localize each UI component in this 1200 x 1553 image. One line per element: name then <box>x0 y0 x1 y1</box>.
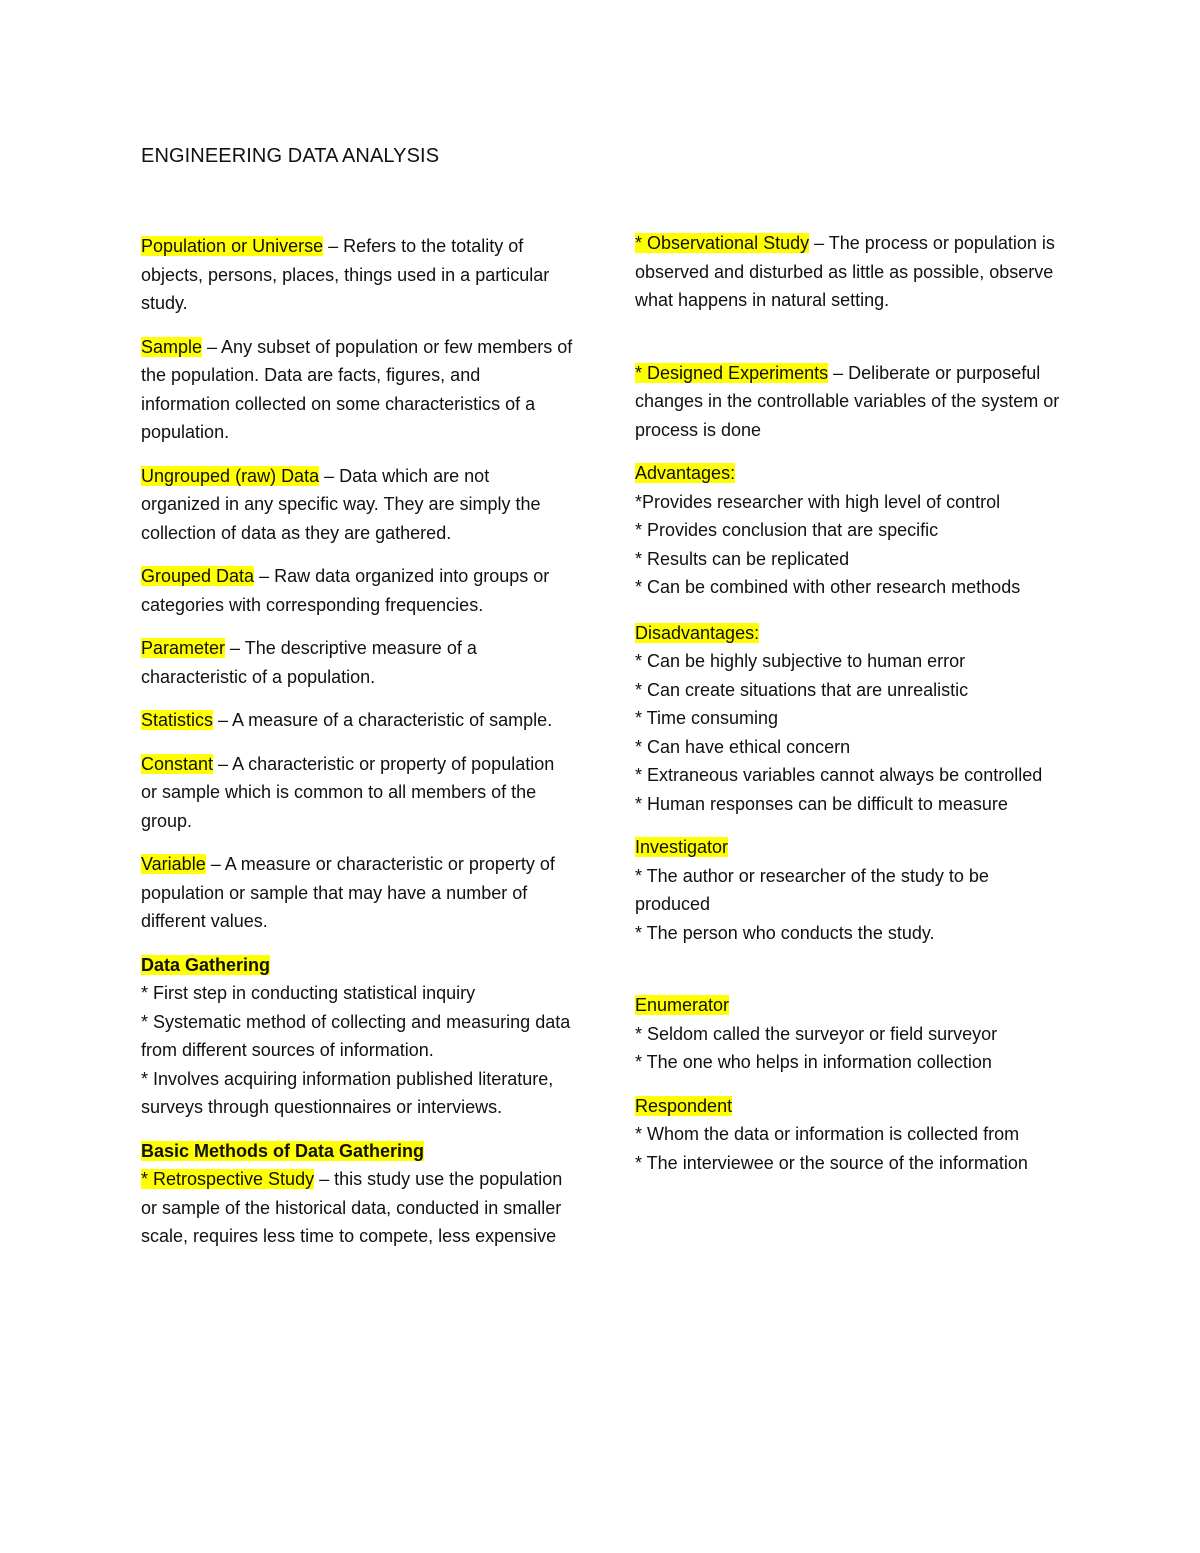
list-item: * Can create situations that are unrealistic <box>635 679 969 700</box>
definition-text: – The descriptive measure of a characteristic of a population. <box>141 638 477 687</box>
list-item: * The person who conducts the study. <box>635 922 935 943</box>
definition-text: – Raw data organized into groups or categories with corresponding frequencies. <box>141 566 550 615</box>
definition-variable <box>141 850 573 936</box>
definition-designed-experiments <box>635 359 1065 445</box>
definition-text: – Deliberate or purposeful changes in the controllable variables of the system or process is done <box>635 362 1060 440</box>
list-item: * Whom the data or information is collected from <box>635 1124 1020 1144</box>
section-data-gathering <box>141 951 573 1122</box>
term-retrospective-study: * Retrospective Study <box>141 1169 315 1189</box>
definition-text: – A measure of a characteristic of sample. <box>213 710 553 730</box>
section-enumerator <box>635 991 1065 1077</box>
list-item: * Human responses can be difficult to measure <box>635 793 1008 814</box>
list-item: * Systematic method of collecting and measuring data from different sources of information. <box>141 1011 571 1060</box>
list-item: * Involves acquiring information published literature, surveys through questionnaires or interviews. <box>141 1068 554 1117</box>
definition-observational-study <box>635 229 1065 315</box>
definition-ungrouped-data <box>141 462 573 548</box>
definition-text: – A measure or characteristic or property of population or sample that may have a number of different values. <box>141 854 555 931</box>
list-item: * Seldom called the surveyor or field surveyor <box>635 1023 998 1044</box>
term-constant: Constant <box>141 753 214 774</box>
definition-population <box>141 232 573 318</box>
definition-parameter <box>141 634 573 691</box>
term-designed-experiments: * Designed Experiments <box>635 362 829 383</box>
list-item: * Can be highly subjective to human error <box>635 651 966 671</box>
definition-constant <box>141 750 573 836</box>
list-item: * The one who helps in information collection <box>635 1052 992 1072</box>
section-advantages <box>635 459 1065 602</box>
heading-basic-methods: Basic Methods of Data Gathering <box>141 1140 425 1161</box>
term-observational-study: * Observational Study <box>635 233 810 253</box>
list-item: * Provides conclusion that are specific <box>635 520 939 540</box>
list-item: *Provides researcher with high level of control <box>635 491 1001 512</box>
term-parameter: Parameter <box>141 638 226 658</box>
list-item: * Extraneous variables cannot always be controlled <box>635 765 1043 785</box>
list-item: * Time consuming <box>635 708 779 728</box>
document-title: ENGINEERING DATA ANALYSIS <box>141 145 440 167</box>
definition-text: – Refers to the totality of objects, persons, places, things used in a particular study. <box>141 236 550 313</box>
list-item: * The author or researcher of the study to be produced <box>635 865 989 914</box>
list-item: * Can have ethical concern <box>635 736 851 757</box>
section-investigator <box>635 833 1065 947</box>
definition-statistics <box>141 706 573 735</box>
left-column <box>141 232 573 1251</box>
heading-advantages: Advantages: <box>635 463 736 483</box>
heading-data-gathering: Data Gathering <box>141 954 271 975</box>
definition-text: – The process or population is observed and disturbed as little as possible, observe what happens in natural setting. <box>635 233 1055 310</box>
list-item: * First step in conducting statistical inquiry <box>141 983 476 1003</box>
term-ungrouped-data: Ungrouped (raw) Data <box>141 465 320 486</box>
section-respondent <box>635 1092 1065 1178</box>
definition-grouped-data <box>141 562 573 619</box>
definition-text: – this study use the population or sample of the historical data, conducted in smaller scale, requires less time to compete, less expensive <box>141 1169 563 1246</box>
definition-text: – Any subset of population or few members of the population. Data are facts, figures, and information collected on some characteristics of a population. <box>141 336 573 442</box>
term-grouped-data: Grouped Data <box>141 566 255 586</box>
right-column <box>635 229 1065 1177</box>
section-disadvantages <box>635 619 1065 819</box>
term-sample: Sample <box>141 336 203 357</box>
heading-respondent: Respondent <box>635 1095 733 1116</box>
list-item: * Results can be replicated <box>635 548 850 569</box>
definition-text: – Data which are not organized in any specific way. They are simply the collection of data as they are gathered. <box>141 465 541 543</box>
heading-disadvantages: Disadvantages: <box>635 622 760 643</box>
list-item: * Can be combined with other research methods <box>635 577 1021 597</box>
section-basic-methods <box>141 1137 573 1251</box>
heading-enumerator: Enumerator <box>635 995 730 1015</box>
definition-text: – A characteristic or property of population or sample which is common to all members of the group. <box>141 753 555 831</box>
term-population: Population or Universe <box>141 236 324 256</box>
list-item: * The interviewee or the source of the information <box>635 1152 1028 1173</box>
term-variable: Variable <box>141 854 206 874</box>
definition-sample <box>141 333 573 447</box>
heading-investigator: Investigator <box>635 837 729 857</box>
term-statistics: Statistics <box>141 710 214 730</box>
